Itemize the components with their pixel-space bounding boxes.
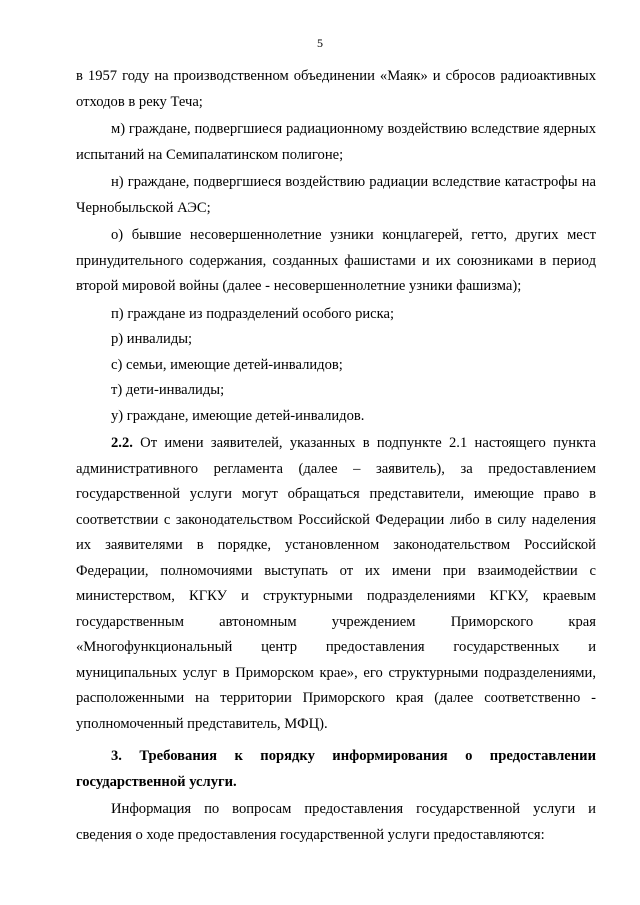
- list-item-s: с) семьи, имеющие детей-инвалидов;: [111, 356, 343, 373]
- clause-2-2-text: От имени заявителей, указанных в подпункте 2.1 настоящего пункта административного регламента (далее – заявитель), за предоставлением государственной услуги могут обращаться представители, имеющие право в соответствии с законодательством Российской Федерации либо в силу наделения их заявителями в порядке, установленном законодательством Российской Федерации, полномочиями выступать от их имени при взаимодействии с министерством, КГКУ и структурными подразделениями КГКУ, краевым государственным автономным учреждением Приморского края «Многофункциональный центр предоставления государственных и муниципальных услуг в Приморском крае», его структурными подразделениями, расположенными на территории Приморского края (далее соответственно - уполномоченный представитель, МФЦ).: [76, 435, 596, 732]
- list-item-o: о) бывшие несовершеннолетние узники концлагерей, гетто, других мест принудительного содержания, созданных фашистами и их союзниками в период второй мировой войны (далее - несовершеннолетние узники фашизма);: [76, 227, 596, 294]
- page-number: 5: [317, 36, 323, 50]
- list-item-t: т) дети-инвалиды;: [111, 382, 225, 398]
- document-body: [76, 64, 596, 848]
- list-item-u: у) граждане, имеющие детей-инвалидов.: [111, 407, 365, 424]
- list-item-n: н) граждане, подвергшиеся воздействию радиации вследствие катастрофы на Чернобыльской АЭС;: [76, 174, 596, 216]
- list-item-m: м) граждане, подвергшиеся радиационному воздействию вследствие ядерных испытаний на Семипалатинском полигоне;: [76, 121, 596, 163]
- list-item-p: п) граждане из подразделений особого риска;: [111, 305, 395, 322]
- paragraph-continuation: в 1957 году на производственном объединении «Маяк» и сбросов радиоактивных отходов в реку Теча;: [76, 68, 596, 110]
- section-3-heading: 3. Требования к порядку информирования о предоставлении государственной услуги.: [76, 748, 596, 790]
- clause-2-2: [76, 431, 596, 737]
- section-3-text: Информация по вопросам предоставления государственной услуги и сведения о ходе предоставления государственной услуги предоставляются:: [76, 801, 596, 843]
- list-item-r: р) инвалиды;: [111, 331, 193, 347]
- clause-2-2-number: 2.2.: [111, 435, 133, 451]
